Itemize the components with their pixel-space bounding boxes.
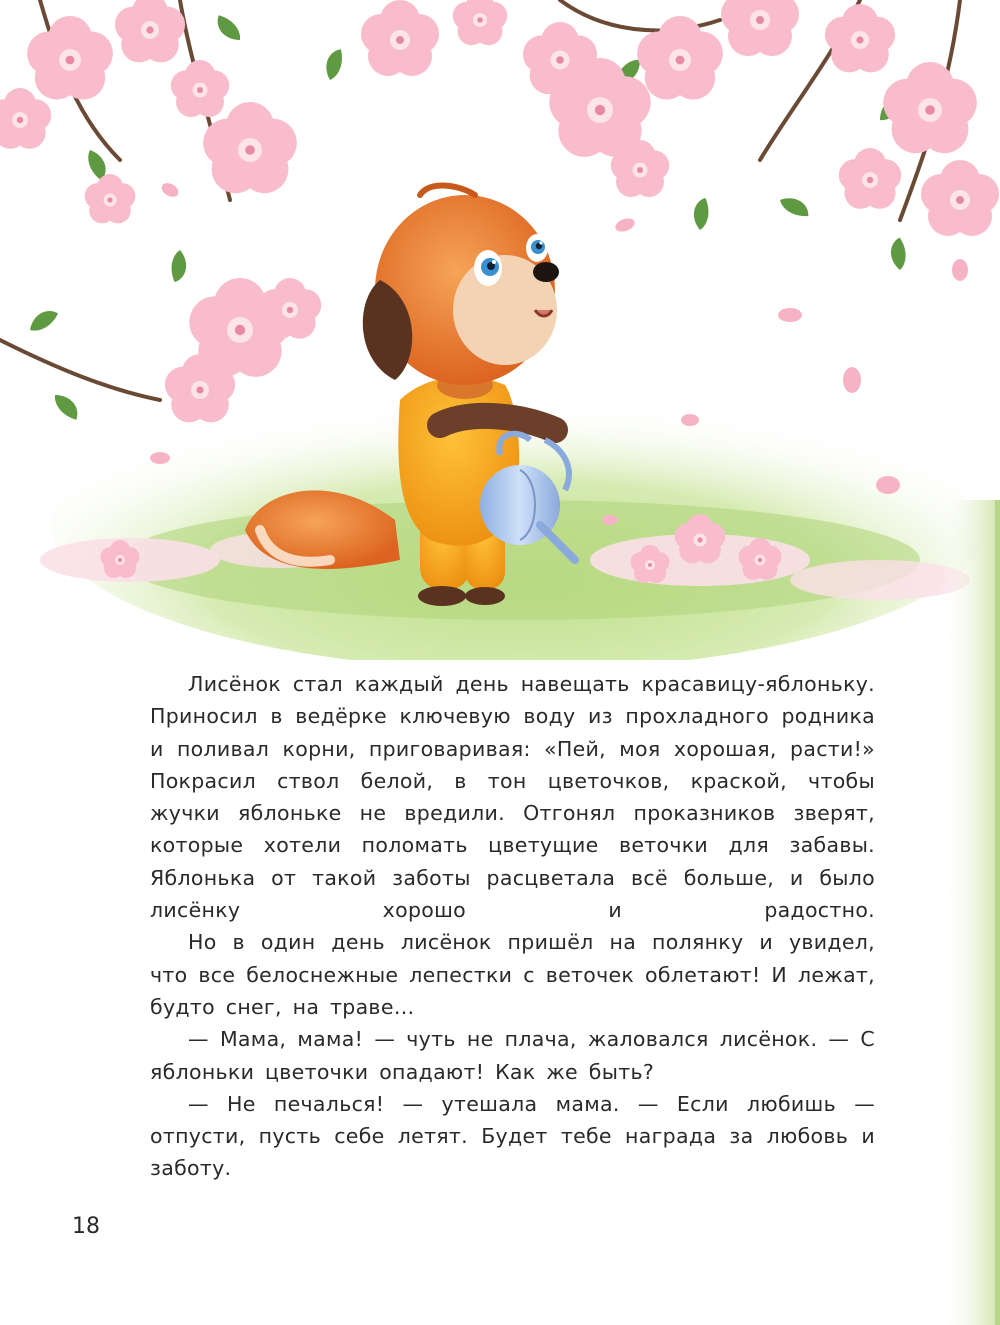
fox-illustration xyxy=(0,0,1000,660)
page-number: 18 xyxy=(72,1214,100,1239)
story-text xyxy=(150,668,875,1185)
paragraph: — Мама, мама! — чуть не плача, жаловался лисёнок. — С яблоньки цветочки опадают! Как же быть? xyxy=(150,1027,875,1084)
right-page-edge xyxy=(940,500,1000,1325)
paragraph: Но в один день лисёнок пришёл на полянку и увидел, что все белоснежные лепестки с веточек облетают! И лежат, будто снег, на траве… xyxy=(150,930,875,1019)
paragraph: — Не печалься! — утешала мама. — Если любишь — отпусти, пусть себе летят. Будет тебе награда за любовь и заботу. xyxy=(150,1091,875,1181)
paragraph: Лисёнок стал каждый день навещать красавицу-яблоньку. Приносил в ведёрке ключевую воду из прохладного родника и поливал корни, приговаривая: «Пей, моя хорошая, расти!» Покрасил ствол белой, в тон цветочков, краской, чтобы жучки яблоньке не вредили. Отгонял проказников зверят, которые хотели поломать цветущие веточки для забавы. Яблонька от такой заботы расцветала всё больше, и было лисёнку хорошо и радостно. xyxy=(150,672,875,923)
